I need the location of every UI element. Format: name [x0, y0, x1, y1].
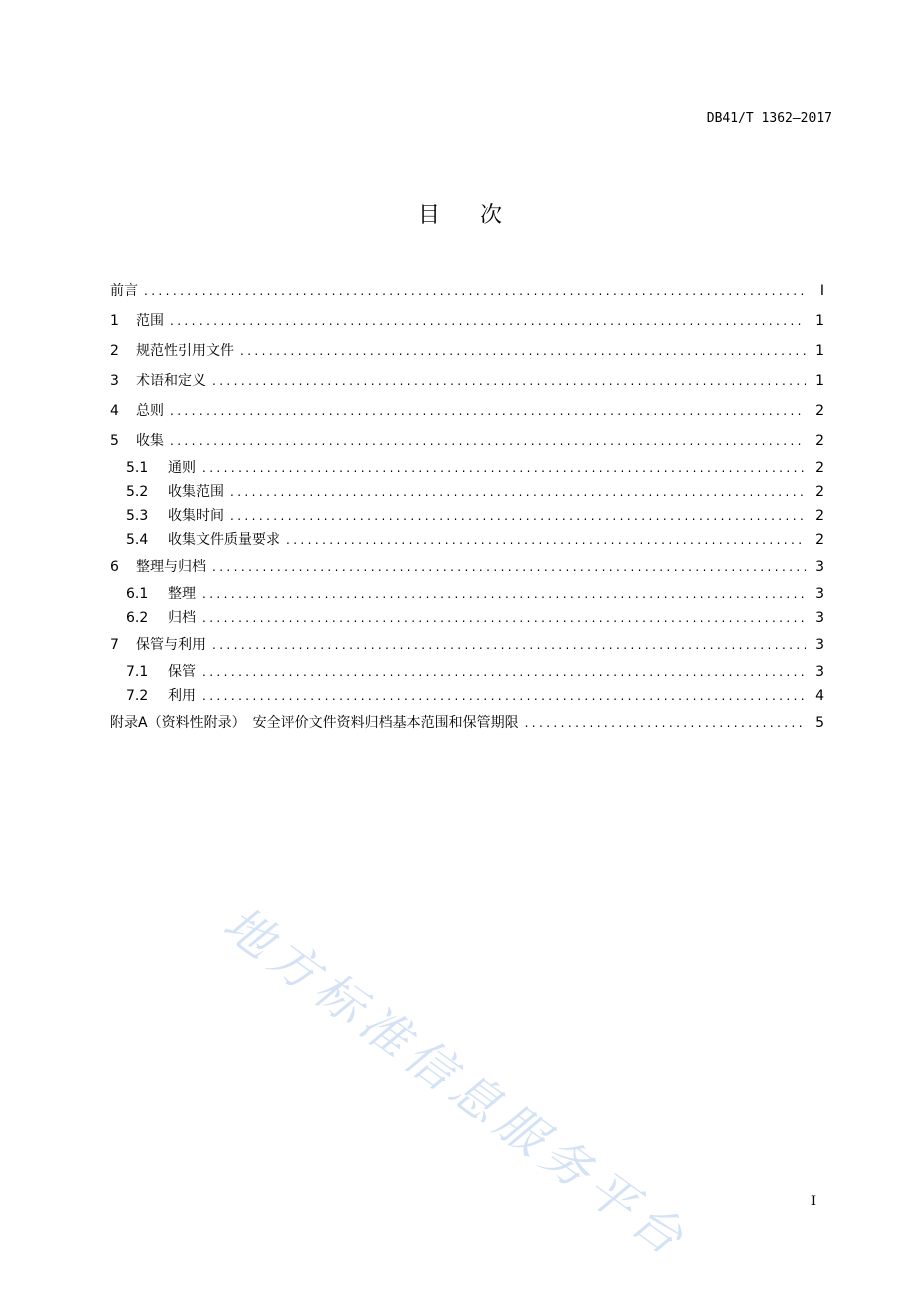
toc-entry-page: 2	[815, 508, 824, 524]
toc-entry-page: 3	[815, 586, 824, 602]
toc-dot-leader	[202, 684, 806, 708]
toc-dot-leader	[230, 504, 806, 528]
standard-code: DB41/T 1362—2017	[706, 111, 832, 126]
toc-dot-leader	[202, 582, 806, 606]
toc-entry-page: 1	[815, 373, 824, 389]
toc-entry[interactable]	[110, 396, 824, 426]
toc-entry-label: 附录A（资料性附录） 安全评价文件资料归档基本范围和保管期限	[110, 715, 519, 731]
toc-entry-number: 5.3	[126, 508, 149, 524]
toc-entry-label: 收集文件质量要求	[168, 532, 280, 548]
toc-dot-leader	[170, 426, 806, 456]
toc-entry-number: 3	[110, 373, 119, 389]
toc-entry-number: 7.2	[126, 688, 149, 704]
toc-entry-page: 3	[815, 664, 824, 680]
toc-entry[interactable]	[110, 306, 824, 336]
toc-dot-leader	[170, 396, 806, 426]
toc-entry-label: 保管	[168, 664, 196, 680]
toc-entry[interactable]	[110, 630, 824, 660]
toc-entry[interactable]	[110, 504, 824, 528]
watermark: 地方标准信息服务平台	[212, 895, 699, 1270]
toc-dot-leader	[212, 552, 806, 582]
toc-entry-number: 6	[110, 559, 119, 575]
page-title-char-1: 目	[417, 203, 440, 228]
toc-entry-label: 通则	[168, 460, 196, 476]
toc-entry-page: 2	[815, 532, 824, 548]
toc-entry-number: 6.1	[126, 586, 149, 602]
toc-entry-label: 术语和定义	[136, 373, 206, 389]
toc-entry-label: 利用	[168, 688, 196, 704]
toc-entry-page: 3	[815, 610, 824, 626]
toc-entry-label: 收集	[136, 433, 164, 449]
toc-entry-label: 保管与利用	[136, 637, 206, 653]
toc-entry-label: 整理与归档	[136, 559, 206, 575]
toc-entry-label: 整理	[168, 586, 196, 602]
toc-entry-number: 5.1	[126, 460, 149, 476]
toc-entry[interactable]	[110, 606, 824, 630]
toc-entry-page: 2	[815, 460, 824, 476]
toc-entry[interactable]	[110, 684, 824, 708]
toc-dot-leader	[202, 660, 806, 684]
toc-entry-label: 收集范围	[168, 484, 224, 500]
page-title-char-2: 次	[480, 203, 503, 228]
toc-entry-page: 1	[815, 343, 824, 359]
toc-entry-number: 5.4	[126, 532, 149, 548]
toc-entry-label: 前言	[110, 283, 138, 299]
toc-entry-number: 6.2	[126, 610, 149, 626]
toc-entry-number: 5	[110, 433, 119, 449]
toc-entry-page: 2	[815, 484, 824, 500]
toc-dot-leader	[144, 276, 806, 306]
toc-dot-leader	[202, 606, 806, 630]
toc-entry[interactable]	[110, 480, 824, 504]
toc-entry-page: 3	[815, 559, 824, 575]
toc-entry-page: 2	[815, 403, 824, 419]
toc-entry-label: 规范性引用文件	[136, 343, 234, 359]
toc-entry-page: 3	[815, 637, 824, 653]
toc-entry-label: 归档	[168, 610, 196, 626]
toc-entry-label: 收集时间	[168, 508, 224, 524]
toc-dot-leader	[170, 306, 806, 336]
toc-entry-page: 1	[815, 313, 824, 329]
toc-entry-page: 5	[815, 715, 824, 731]
toc-entry[interactable]	[110, 582, 824, 606]
toc-entry[interactable]	[110, 336, 824, 366]
toc-dot-leader	[240, 336, 806, 366]
toc-entry-page: 4	[815, 688, 824, 704]
toc-entry[interactable]	[110, 552, 824, 582]
toc-entry-number: 7.1	[126, 664, 149, 680]
toc-dot-leader	[212, 366, 806, 396]
footer-page-number: I	[810, 1194, 816, 1209]
toc-entry-page: 2	[815, 433, 824, 449]
toc-entry[interactable]	[110, 708, 824, 738]
toc-entry[interactable]	[110, 456, 824, 480]
toc-dot-leader	[286, 528, 806, 552]
toc-entry[interactable]	[110, 366, 824, 396]
toc-dot-leader	[212, 630, 806, 660]
page-title	[0, 200, 920, 232]
toc-entry[interactable]	[110, 426, 824, 456]
toc-entry-label: 总则	[136, 403, 164, 419]
toc-entry-label: 范围	[136, 313, 164, 329]
toc-entry[interactable]	[110, 528, 824, 552]
toc-entry[interactable]	[110, 660, 824, 684]
toc-entry-page: Ⅰ	[819, 283, 824, 299]
toc-dot-leader	[525, 708, 806, 738]
toc-entry[interactable]	[110, 276, 824, 306]
toc-entry-number: 2	[110, 343, 119, 359]
toc-entry-number: 7	[110, 637, 119, 653]
toc-entry-number: 4	[110, 403, 119, 419]
toc-dot-leader	[230, 480, 806, 504]
table-of-contents	[110, 276, 824, 738]
toc-entry-number: 5.2	[126, 484, 149, 500]
toc-dot-leader	[202, 456, 806, 480]
toc-entry-number: 1	[110, 313, 119, 329]
